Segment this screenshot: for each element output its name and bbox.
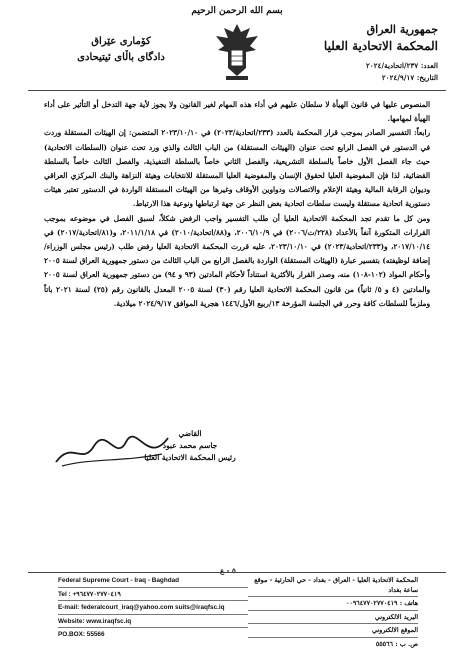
- footer-rule: [248, 623, 418, 624]
- footer-rule: [58, 627, 248, 628]
- header-arabic: [288, 22, 438, 84]
- footer-rule: [248, 596, 418, 597]
- eagle-emblem-icon: [212, 20, 262, 82]
- paragraph-3: ومن كل ما تقدم تجد المحكمة الاتحادية العليا أن طلب التفسير واجب الرفض شكلاً، لسبق الفصل في موضوعه بموجب القرارات المتكورة آنفاً بالأعداد (٢٢٨/ت/٢٠٠٦) في ٢٠٠٦/١٠/٩، و(٨٨/اتحادية/٢٠١٠) في ٢٠١١/١/١٨، و(٨١/اتحادية/٢٠١٧) في ٢٠١٧/١٠/١٤، و(٢٣٣/اتحادية/٢٠٢٣) في ٢٠٢٣/١٠/١٠، عليه قررت المحكمة الاتحادية العليا رفض طلب (رئيس مجلس الوزراء/ إضافة لوظيفته) بتفسير عبارة (الهيئات المستقلة) الواردة بالفصل الرابع من الباب الثالث من دستور جمهورية العراق لسنة ٢٠٠٥ وأحكام المواد (١٠٢-١٠٨) منه، وصدر القرار بالأكثرية استناداً لأحكام المادتين (٩٣ و ٩٤) من دستور جمهورية العراق لسنة ٢٠٠٥ والمادتين (٤ و ٥/ ثانياً) من قانون المحكمة الاتحادية العليا رقم (٣٠) لسنة ٢٠٠٥ المعدل بالقانون رقم (٢٥) لسنة ٢٠٢١ باتاً وملزماً للسلطات كافة وحرر في الجلسة المؤرخة ١٣/ربيع الأول/١٤٤٦ هجرية الموافق ٢٠٢٤/٩/١٧ ميلادية.: [44, 213, 431, 308]
- basmala: بسم الله الرحمن الرحيم: [191, 6, 283, 16]
- footer-rule: [58, 587, 248, 588]
- footer-rule: [58, 600, 248, 601]
- paragraph-2: رابعاً: التفسير الصادر بموجب قرار المحكمة بالعدد (٢٣٣/اتحادية/٢٠٢٣) في ٢٠٢٣/١٠/١٠ المتضمن: إن الهيئات المستقلة وردت في الدستور في الفصل الرابع تحت عنوان (الهيئات المستقلة) من الباب الثالث والذي ورد تحت عنوان (السلطات الاتحادية) حيث جاء الفصل الأول خاصاً بالسلطة التشريعية، والفصل الثاني خاصاً بالسلطة التنفيذية، والفصل الثالث خاصاً بالسلطة القضائية، لذا فإن المفوضية العليا لحقوق الإنسان والمفوضية العليا المستقلة للانتخابات وهيئة النزاهة والبنك المركزي العراقي وديوان الرقابة المالية وهيئة الإعلام والاتصالات ودواوين الأوقاف وغيرها من الهيئات المستقلة الواردة في الدستور تعتبر هيئات دستورية اتحادية مستقلة وليست سلطات اتحادية بغض النظر عن جهة ارتباطها ونوعية هذا الارتباط.: [44, 128, 431, 209]
- footer-email-label-ar: البريد الالكتروني: [374, 612, 418, 621]
- header-kurdish: [46, 34, 196, 66]
- document-date: التاريخ: ٢٠٢٤/٩/١٧: [381, 73, 438, 82]
- document-mark: ٥ - ع: [220, 566, 236, 575]
- footer-website-en[interactable]: Website: www.iraqfsc.iq: [58, 617, 132, 625]
- footer-divider: [28, 572, 446, 573]
- header-divider: [28, 90, 446, 91]
- signer-name: جاسم محمد عبود: [162, 441, 218, 450]
- footer-phone-ar: هاتف : ٠٠٩٦٤٧٧٠٢٧٧٠٤١٩: [345, 599, 418, 607]
- footer-email-en[interactable]: E-mail: federalcourt_iraq@yahoo.com suits@iraqfsc.iq: [58, 604, 225, 611]
- footer-phone-en: Tel : +٩٦٤٧٧٠٢٧٧٠٤١٩: [58, 590, 121, 598]
- footer-address-ar: المحكمة الاتحادية العليا - العراق - بغداد - حي الحارثية - موقع ساعة بغداد: [254, 576, 418, 594]
- court-name: المحكمة الاتحادية العليا: [323, 39, 438, 53]
- paragraph-1: المنصوص عليها في قانون الهيأة لا سلطان عليهم في أداء هذه المهام لغير القانون ولا يجوز لأية جهة التدخل أو التأثير على أداء الهيأة لمهامها.: [44, 100, 430, 124]
- footer-court-name-en: Federal Supreme Court - Iraq - Baghdad: [58, 577, 180, 584]
- footer-pobox-ar: ص. ب : ٥٥٥٦٦: [375, 639, 418, 648]
- footer-rule: [58, 614, 248, 615]
- signature-block: [120, 428, 260, 464]
- footer-english: [58, 576, 248, 640]
- signer-title: رئيس المحكمة الاتحادية العليا: [144, 453, 236, 462]
- document-number: العدد: ٢٣٧/اتحادية/٢٠٢٤: [366, 61, 438, 70]
- decision-body: [44, 98, 430, 311]
- kurdish-court-name: دادگای باڵای ئیتیحادی: [77, 52, 165, 63]
- signer-role: القاضي: [178, 429, 202, 438]
- footer-website-label-ar: الموقع الالكتروني: [372, 626, 418, 634]
- footer-rule: [248, 610, 418, 611]
- republic-name: جمهورية العراق: [366, 23, 438, 36]
- footer-pobox-en: PO.BOX: 55566: [58, 631, 105, 638]
- footer-rule: [248, 637, 418, 638]
- footer-arabic: [248, 576, 418, 649]
- kurdish-republic-name: کۆماری عێراق: [91, 36, 151, 47]
